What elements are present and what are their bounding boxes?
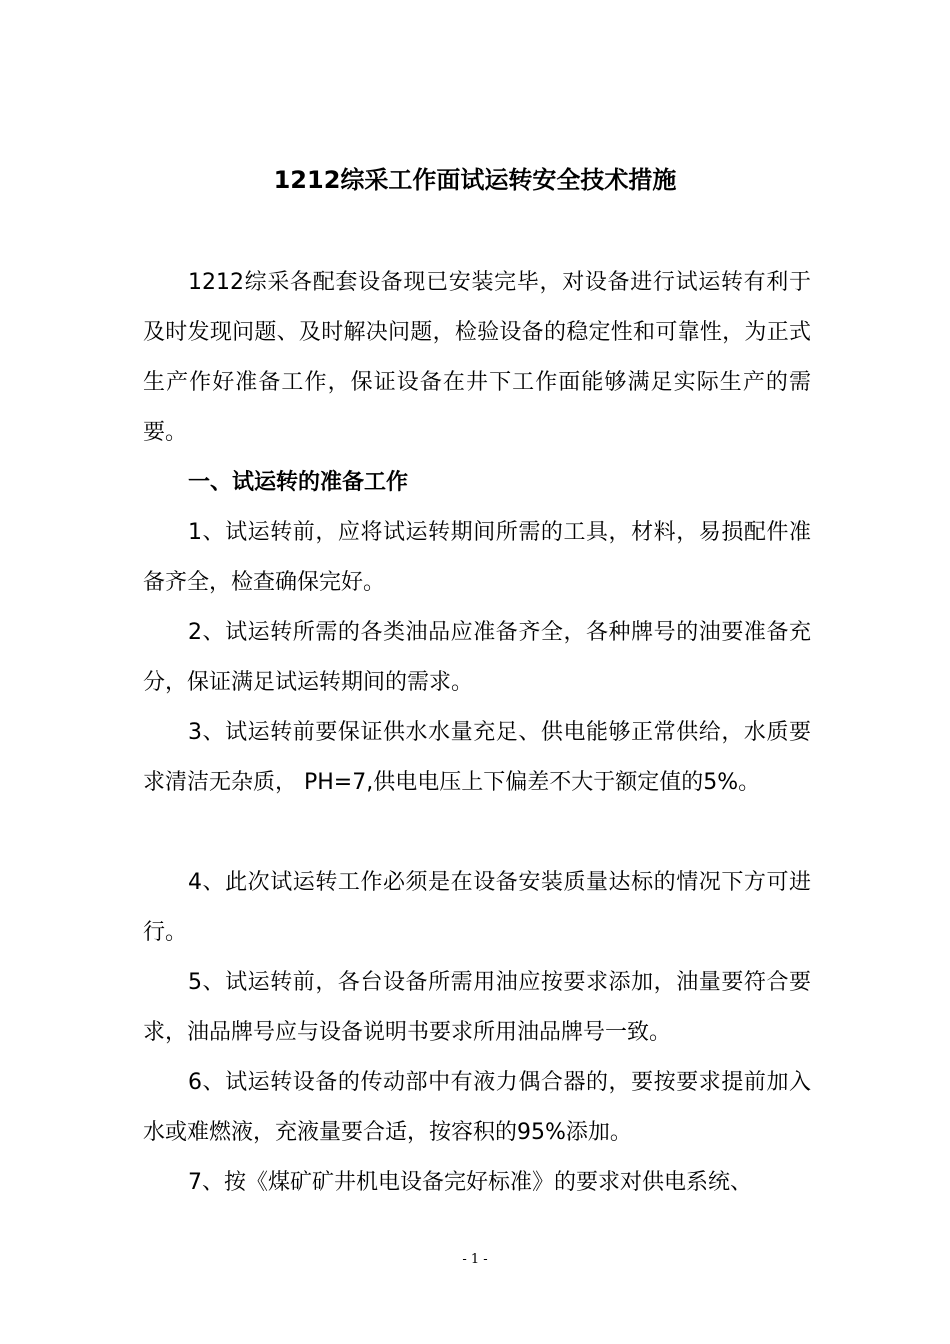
- list-item-7: 7、按《煤矿矿井机电设备完好标准》的要求对供电系统、: [188, 1170, 752, 1195]
- document-title: 1212综采工作面试运转安全技术措施: [273, 166, 677, 194]
- list-item-2: 2、试运转所需的各类油品应准备齐全，各种牌号的油要准备充分，保证满足试运转期间的需求。: [143, 620, 811, 695]
- intro-paragraph: 1212综采各配套设备现已安装完毕，对设备进行试运转有利于及时发现问题、及时解决问题，检验设备的稳定性和可靠性，为正式生产作好准备工作，保证设备在井下工作面能够满足实际生产的需要。: [143, 270, 811, 445]
- list-item-1: 1、试运转前，应将试运转期间所需的工具，材料，易损配件准备齐全，检查确保完好。: [143, 520, 811, 595]
- list-item-6: 6、试运转设备的传动部中有液力偶合器的，要按要求提前加入水或难燃液，充液量要合适，按容积的95%添加。: [143, 1070, 811, 1145]
- section-heading-preparation: 一、试运转的准备工作: [188, 470, 409, 495]
- list-item-5: 5、试运转前，各台设备所需用油应按要求添加，油量要符合要求，油品牌号应与设备说明书要求所用油品牌号一致。: [143, 970, 811, 1045]
- page-number: - 1 -: [462, 1252, 488, 1267]
- list-item-4: 4、此次试运转工作必须是在设备安装质量达标的情况下方可进行。: [143, 870, 811, 945]
- list-item-3: 3、试运转前要保证供水水量充足、供电能够正常供给，水质要求清洁无杂质， PH=7,供电电压上下偏差不大于额定值的5%。: [143, 720, 811, 795]
